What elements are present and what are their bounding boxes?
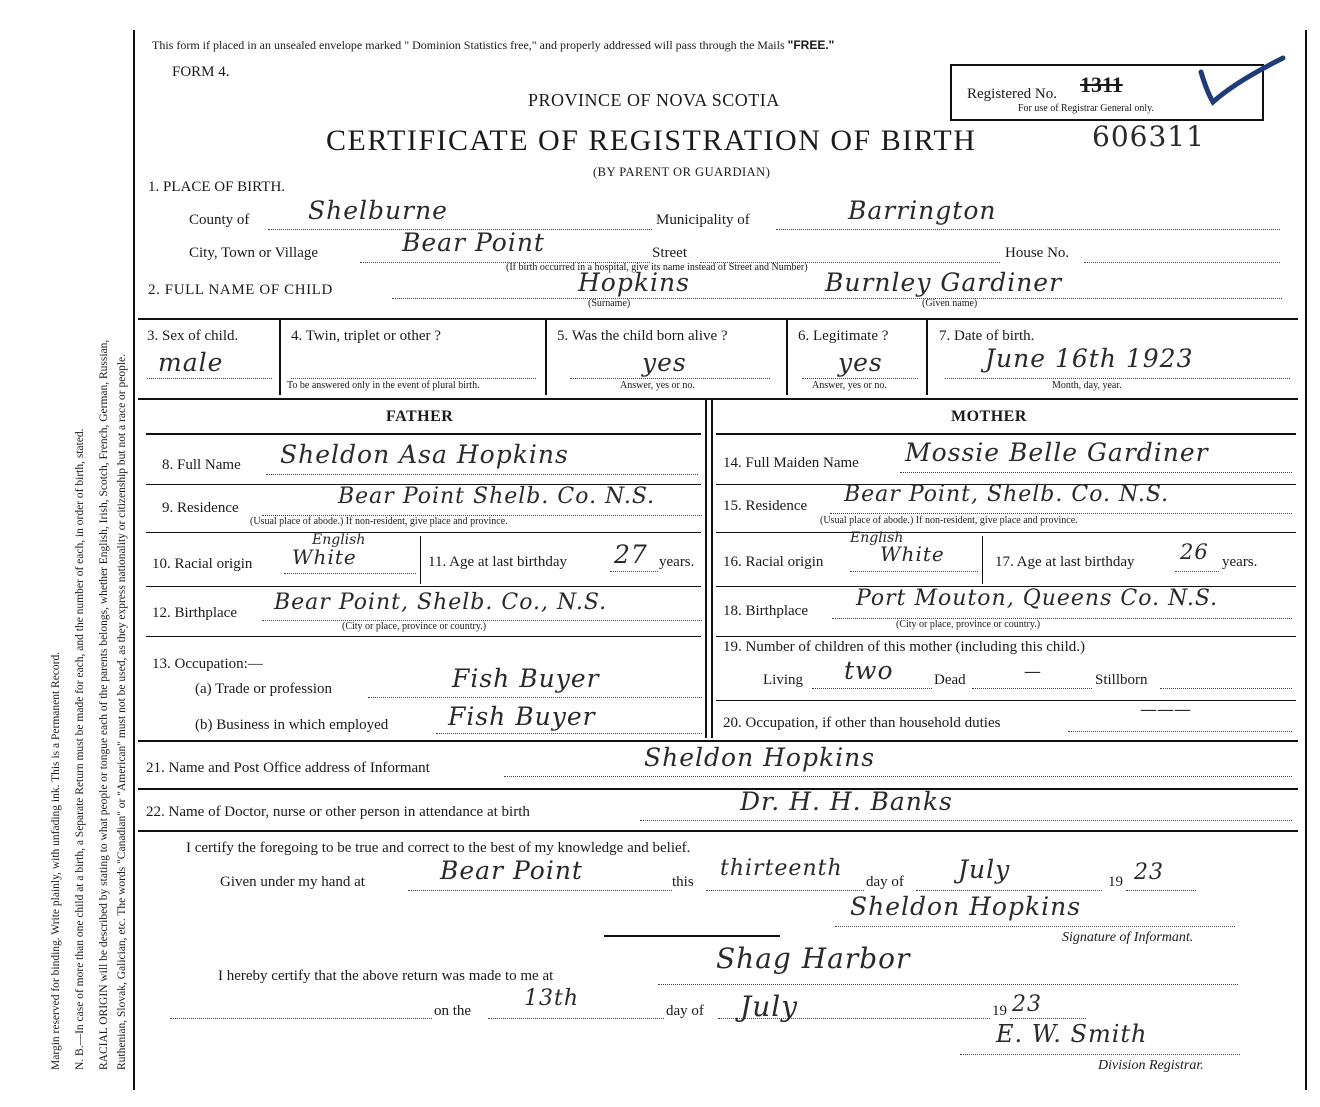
day-value: thirteenth [720,856,843,881]
mother-occ-value: ——— [1140,700,1191,720]
mother-racial: White [880,542,945,566]
day-label: day of [866,874,904,890]
father-residence: Bear Point Shelb. Co. N.S. [338,484,656,509]
registrar-year-suffix: 23 [1012,992,1042,1017]
alive-note: Answer, yes or no. [620,380,695,391]
municipality-label: Municipality of [656,212,750,228]
registrar-label: Division Registrar. [1098,1058,1204,1073]
alive-label: 5. Was the child born alive ? [557,328,728,344]
business-value: Fish Buyer [448,702,596,731]
mother-racial-label: 16. Racial origin [723,554,824,570]
row-bottom-line [138,398,1298,400]
given-label: Given under my hand at [220,874,365,890]
father-age-label: 11. Age at last birthday [428,554,567,570]
given-note: (Given name) [922,298,978,309]
father-birthplace-label: 12. Birthplace [152,605,237,621]
given-place: Bear Point [440,856,583,885]
margin-note-1: Margin reserved for binding. Write plainly, with unfading ink. This is a Permanent Record. [50,651,62,1070]
twin-label: 4. Twin, triplet or other ? [291,328,441,344]
certificate-number: 606311 [1092,120,1205,153]
dob-value: June 16th 1923 [985,344,1194,373]
mother-birthplace-label: 18. Birthplace [723,603,808,619]
father-age: 27 [614,540,648,569]
registered-value: 1311 [1080,72,1123,97]
living-label: Living [763,672,803,688]
column-divider [705,400,707,738]
legit-label: 6. Legitimate ? [798,328,889,344]
mother-age-label: 17. Age at last birthday [995,554,1135,570]
registrar-year-prefix: 19 [992,1003,1007,1019]
province-title: PROVINCE OF NOVA SCOTIA [528,90,780,110]
county-value: Shelburne [308,196,448,225]
registrar-day-label: day of [666,1003,704,1019]
father-racial-extra: English [312,532,366,548]
mother-age: 26 [1180,540,1209,564]
this-label: this [672,874,694,890]
house-label: House No. [1005,245,1070,261]
surname-note: (Surname) [588,298,631,309]
stillborn-label: Stillborn [1095,672,1148,688]
doctor-label: 22. Name of Doctor, nurse or other person in attendance at birth [146,804,530,820]
father-birthplace: Bear Point, Shelb. Co., N.S. [274,590,608,615]
subtitle: (BY PARENT OR GUARDIAN) [593,165,771,179]
mother-heading: MOTHER [951,408,1027,425]
mother-name: Mossie Belle Gardiner [905,438,1209,467]
certificate-title: CERTIFICATE OF REGISTRATION OF BIRTH [326,124,977,157]
sex-value: male [158,348,224,377]
sex-label: 3. Sex of child. [147,328,239,344]
trade-value: Fish Buyer [452,664,600,693]
hospital-note: (If birth occurred in a hospital, give its name instead of Street and Number) [506,262,808,273]
city-value: Bear Point [402,228,545,257]
father-years: years. [659,554,695,570]
father-racial-label: 10. Racial origin [152,556,253,572]
informant-label: 21. Name and Post Office address of Informant [146,760,430,776]
margin-note-4: Ruthenian, Slovak, Galician, etc. The words "Canadian" or "American" must not be used, as they express nationality or citizenship but not a race or people. [116,353,128,1070]
certify-text: I certify the foregoing to be true and correct to the best of my knowledge and belief. [186,840,691,856]
outer-border-left [133,30,135,1090]
dead-value: — [1024,662,1041,682]
father-res-label: 9. Residence [162,500,239,516]
signature-label: Signature of Informant. [1062,930,1194,945]
registered-note: For use of Registrar General only. [1018,103,1154,114]
mother-res-note: (Usual place of abode.) If non-resident, give place and province. [820,515,1078,526]
father-name: Sheldon Asa Hopkins [280,440,569,469]
form-number: FORM 4. [172,64,230,80]
place-heading: 1. PLACE OF BIRTH. [148,179,286,195]
child-surname: Hopkins [578,268,690,297]
row-top-line [138,318,1298,320]
father-res-note: (Usual place of abode.) If non-resident, give place and province. [250,516,508,527]
mother-years: years. [1222,554,1258,570]
county-label: County of [189,212,250,228]
children-label: 19. Number of children of this mother (including this child.) [723,639,1086,655]
margin-note-3: RACIAL ORIGIN will be described by stating to what people or tongue each of the parents belongs, whether English, Irish, Scotch, French, German, Russian, [98,339,110,1070]
registrar-certify: I hereby certify that the above return was made to me at [218,968,554,984]
year-prefix: 19 [1108,874,1123,890]
child-name-label: 2. FULL NAME OF CHILD [148,282,333,298]
twin-note: To be answered only in the event of plural birth. [287,380,480,391]
month-value: July [958,855,1011,884]
legit-note: Answer, yes or no. [812,380,887,391]
alive-value: yes [642,348,687,377]
registrar-month: July [740,990,799,1023]
mail-notice: This form if placed in an unsealed envelope marked " Dominion Statistics free," and properly addressed will pass through the Mails "FREE." [152,38,835,52]
father-birthplace-note: (City or place, province or country.) [342,621,487,632]
outer-border-right [1305,30,1307,1090]
mother-racial-extra: English [850,530,904,546]
check-mark-icon [1195,52,1290,112]
registrar-place: Shag Harbor [716,942,911,975]
mother-name-label: 14. Full Maiden Name [723,455,859,471]
registered-label: Registered No. [967,86,1057,102]
father-occ-label: 13. Occupation:— [152,656,263,672]
living-value: two [844,656,894,685]
mother-birthplace-note: (City or place, province or country.) [896,619,1041,630]
registrar-signature: E. W. Smith [996,1020,1148,1048]
legit-value: yes [838,348,883,377]
registrar-day: 13th [524,986,580,1011]
father-name-label: 8. Full Name [162,457,241,473]
father-heading: FATHER [386,408,454,425]
mother-occ-label: 20. Occupation, if other than household duties [723,715,1001,731]
dob-note: Month, day, year. [1052,380,1122,391]
margin-note-2: N. B.—In case of more than one child at a birth, a Separate Return must be made for each, and the number of each, in order of birth, stated. [74,428,86,1070]
mother-residence: Bear Point, Shelb. Co. N.S. [844,482,1170,507]
mother-res-label: 15. Residence [723,498,808,514]
child-given-name: Burnley Gardiner [825,268,1063,297]
mother-birthplace: Port Mouton, Queens Co. N.S. [856,586,1219,611]
informant-signature: Sheldon Hopkins [850,892,1082,921]
dead-label: Dead [934,672,966,688]
informant-value: Sheldon Hopkins [644,743,876,772]
father-racial: White [292,545,357,569]
dob-label: 7. Date of birth. [939,328,1035,344]
municipality-value: Barrington [848,196,997,225]
doctor-value: Dr. H. H. Banks [740,787,953,816]
city-label: City, Town or Village [189,245,319,261]
year-suffix: 23 [1134,860,1164,885]
street-label: Street [652,245,687,261]
on-label: on the [434,1003,472,1019]
business-label: (b) Business in which employed [195,717,389,733]
trade-label: (a) Trade or profession [195,681,333,697]
